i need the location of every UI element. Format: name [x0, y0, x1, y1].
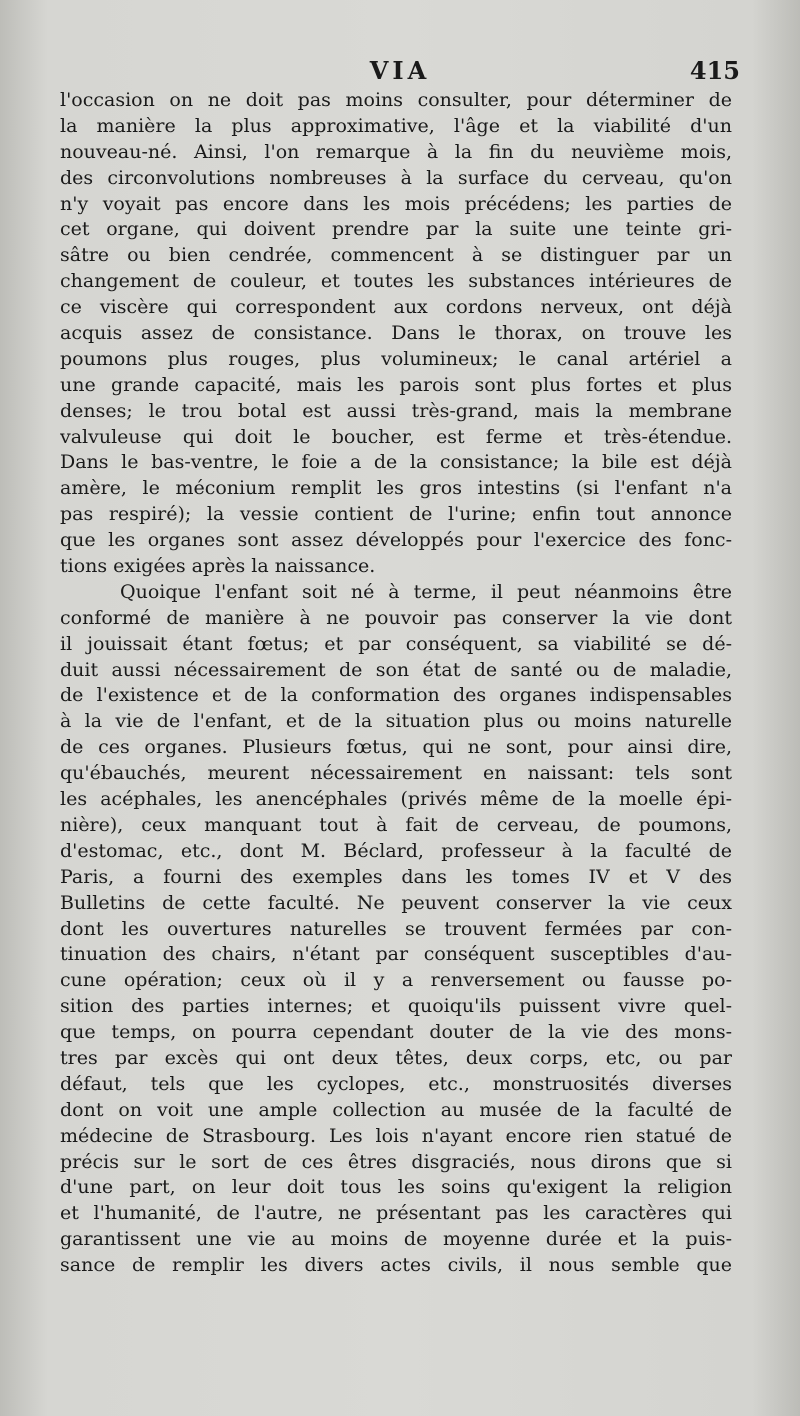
text-line: que temps, on pourra cependant douter de la vie des mons- — [60, 1021, 732, 1044]
text-line: dont les ouvertures naturelles se trouvent fermées par con- — [60, 917, 732, 940]
text-line: précis sur le sort de ces êtres disgraciés, nous dirons que si — [60, 1150, 732, 1173]
text-line: Dans le bas-ventre, le foie a de la consistance; la bile est déjà — [60, 451, 732, 474]
text-line: défaut, tels que les cyclopes, etc., monstruosités diverses — [60, 1072, 732, 1095]
text-line: amère, le méconium remplit les gros intestins (si l'enfant n'a — [60, 477, 732, 500]
body-text — [60, 88, 732, 1279]
text-line: Quoique l'enfant soit né à terme, il peut néanmoins être — [120, 580, 732, 603]
running-head: VIA — [369, 56, 431, 85]
text-line: sance de remplir les divers actes civils, il nous semble que — [60, 1254, 732, 1277]
text-line: sâtre ou bien cendrée, commencent à se distinguer par un — [60, 244, 732, 267]
text-line: les acéphales, les anencéphales (privés même de la moelle épi- — [60, 788, 732, 811]
text-line: tres par excès qui ont deux têtes, deux corps, etc, ou par — [60, 1046, 732, 1069]
text-line: conformé de manière à ne pouvoir pas conserver la vie dont — [60, 606, 732, 629]
text-line: changement de couleur, et toutes les substances intérieures de — [60, 270, 732, 293]
text-line: tinuation des chairs, n'étant par conséquent susceptibles d'au- — [60, 943, 732, 966]
text-line: une grande capacité, mais les parois sont plus fortes et plus — [60, 373, 732, 396]
text-line: tions exigées après la naissance. — [60, 555, 376, 578]
text-line: cune opération; ceux où il y a renversement ou fausse po- — [60, 969, 732, 992]
page-header — [60, 56, 740, 90]
text-line: Paris, a fourni des exemples dans les tomes IV et V des — [60, 865, 732, 888]
text-line: valvuleuse qui doit le boucher, est ferme et très-étendue. — [60, 425, 732, 448]
text-line: de ces organes. Plusieurs fœtus, qui ne sont, pour ainsi dire, — [60, 736, 732, 759]
text-line: pas respiré); la vessie contient de l'urine; enfin tout annonce — [60, 503, 732, 526]
text-line: l'occasion on ne doit pas moins consulter, pour déterminer de — [60, 89, 732, 111]
text-line: d'une part, on leur doit tous les soins qu'exigent la religion — [60, 1176, 732, 1199]
text-line: sition des parties internes; et quoiqu'ils puissent vivre quel- — [60, 995, 732, 1018]
text-line: denses; le trou botal est aussi très-grand, mais la membrane — [60, 399, 732, 422]
text-line: à la vie de l'enfant, et de la situation plus ou moins naturelle — [60, 710, 732, 733]
text-line: médecine de Strasbourg. Les lois n'ayant encore rien statué de — [60, 1124, 732, 1147]
text-line: des circonvolutions nombreuses à la surface du cerveau, qu'on — [60, 166, 732, 189]
text-line: de l'existence et de la conformation des organes indispensables — [60, 684, 732, 707]
text-line: ce viscère qui correspondent aux cordons nerveux, ont déjà — [60, 296, 732, 319]
text-line: d'estomac, etc., dont M. Béclard, professeur à la faculté de — [60, 839, 732, 862]
text-line: que les organes sont assez développés pour l'exercice des fonc- — [60, 529, 732, 552]
text-line: cet organe, qui doivent prendre par la suite une teinte gri- — [60, 218, 732, 241]
text-line: il jouissait étant fœtus; et par conséquent, sa viabilité se dé- — [60, 632, 732, 655]
text-line: nière), ceux manquant tout à fait de cerveau, de poumons, — [60, 813, 732, 836]
text-line: dont on voit une ample collection au musée de la faculté de — [60, 1098, 732, 1121]
text-line: qu'ébauchés, meurent nécessairement en naissant: tels sont — [60, 762, 732, 785]
text-line: et l'humanité, de l'autre, ne présentant pas les caractères qui — [60, 1202, 732, 1225]
text-line: Bulletins de cette faculté. Ne peuvent conserver la vie ceux — [60, 891, 732, 914]
text-line: la manière la plus approximative, l'âge et la viabilité d'un — [60, 114, 732, 137]
text-line: garantissent une vie au moins de moyenne durée et la puis- — [60, 1228, 732, 1251]
text-line: duit aussi nécessairement de son état de santé ou de maladie, — [60, 658, 732, 681]
text-line: acquis assez de consistance. Dans le thorax, on trouve les — [60, 322, 732, 345]
text-line: nouveau-né. Ainsi, l'on remarque à la fin du neuvième mois, — [60, 140, 732, 163]
text-line: poumons plus rouges, plus volumineux; le canal artériel a — [60, 347, 732, 370]
text-line: n'y voyait pas encore dans les mois précédens; les parties de — [60, 192, 732, 215]
page-number: 415 — [689, 56, 740, 85]
